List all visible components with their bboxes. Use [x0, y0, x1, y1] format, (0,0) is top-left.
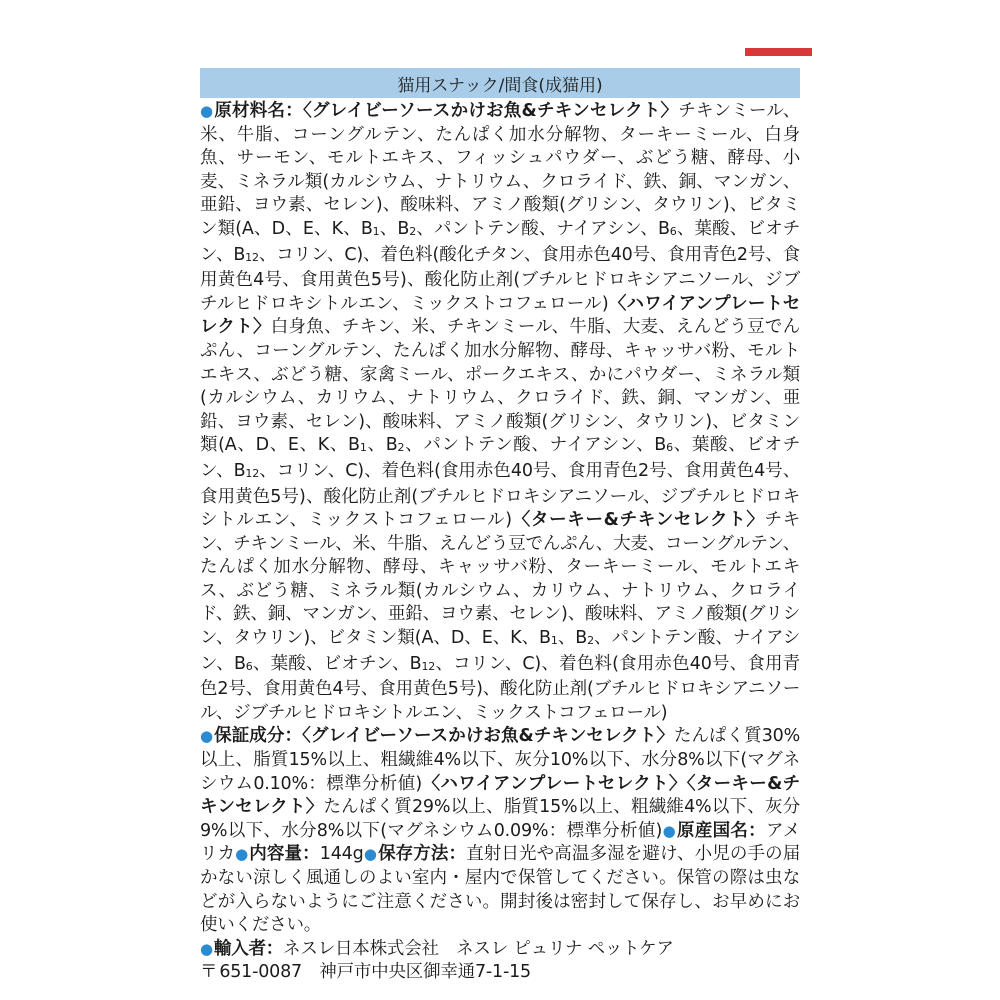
analysis-product-1-name: 〈グレイビーソースかけお魚&チキンセレクト〉	[302, 726, 674, 747]
analysis-product-2-3-values: たんぱく質29%以上、脂質15%以上、粗繊維4%以下、灰分9%以下、水分8%以下(マグネシウム0.09%：標準分析値)	[200, 797, 800, 841]
red-accent-stripe	[745, 48, 812, 56]
bullet-icon: ●	[200, 939, 213, 958]
bullet-icon: ●	[200, 102, 214, 120]
product-2-name: 〈ハワイアンプレートセレクト〉	[200, 293, 800, 338]
bullet-icon: ●	[662, 821, 677, 840]
header-title: 猫用スナック/間食(成猫用)	[397, 75, 603, 96]
importer-company: ネスレ日本株式会社 ネスレ ピュリナ ペットケア	[283, 938, 674, 959]
importer-label: 輸入者：	[213, 938, 284, 959]
volume-label: 内容量：	[249, 844, 320, 865]
label-content	[200, 100, 800, 985]
ingredients-label: 原材料名：	[214, 101, 303, 121]
product-1-name: 〈グレイビーソースかけお魚&チキンセレクト〉	[302, 101, 679, 121]
bullet-icon: ●	[200, 727, 214, 746]
postal-code: 651-0087	[219, 962, 302, 983]
bullet-icon: ●	[235, 845, 249, 864]
product-1-ingredients: チキンミール、米、牛脂、コーングルテン、たんぱく加水分解物、ターキーミール、白身魚、サーモン、モルトエキス、フィッシュパウダー、ぶどう糖、酵母、小麦、ミネラル類(カルシウム、ナトリウム、クロライド、鉄、銅、マンガン、亜鉛、ヨウ素、セレン)、酸味料、アミノ酸類(グリシン、タウリン)、ビタミン類(A、D、E、K、B1、B2、パントテン酸、ナイアシン、B6、葉酸、ビオチン、B12、コリン、C)、着色料(酸化チタン、食用赤色40号、食用青色2号、食用黄色4号、食用黄色5号)、酸化防止剤(ブチルヒドロキシアニソール、ジブチルヒドロキシトルエン、ミックストコフェロール)	[200, 101, 801, 314]
analysis-product-1-values: たんぱく質30%以上、脂質15%以上、粗繊維4%以下、灰分10%以下、水分8%以下(マグネシウム0.10%：標準分析値)	[200, 726, 801, 794]
address-line	[200, 961, 800, 985]
origin-value: アメリカ	[200, 820, 801, 865]
analysis-section	[200, 725, 800, 937]
header-band	[200, 68, 800, 98]
product-3-ingredients: チキン、チキンミール、米、牛脂、えんどう豆でんぷん、大麦、コーングルテン、たんぱく加水分解物、酵母、キャッサバ粉、ターキーミール、モルトエキス、ぶどう糖、ミネラル類(カルシウム、カリウム、ナトリウム、クロライド、鉄、銅、マンガン、亜鉛、ヨウ素、セレン)、酸味料、アミノ酸類(グリシン、タウリン)、ビタミン類(A、D、E、K、B1、B2、パントテン酸、ナイアシン、B6、葉酸、ビオチン、B12、コリン、C)、着色料(食用赤色40号、食用青色2号、食用黄色4号、食用黄色5号)、酸化防止剤(ブチルヒドロキシアニソール、ジブチルヒドロキシトルエン、ミックストコフェロール)	[200, 510, 801, 723]
ingredients-section	[200, 100, 800, 725]
product-3-name: 〈ターキー&チキンセレクト〉	[511, 510, 765, 531]
analysis-label: 保証成分：	[214, 726, 303, 747]
product-2-ingredients: 白身魚、チキン、米、チキンミール、牛脂、大麦、えんどう豆でんぷん、コーングルテン、たんぱく加水分解物、酵母、キャッサバ粉、モルトエキス、ぶどう糖、家禽ミール、ポークエキス、かにパウダー、ミネラル類(カルシウム、カリウム、ナトリウム、クロライド、鉄、銅、マンガン、亜鉛、ヨウ素、セレン)、酸味料、アミノ酸類(グリシン、タウリン)、ビタミン類(A、D、E、K、B1、B2、パントテン酸、ナイアシン、B6、葉酸、ビオチン、B12、コリン、C)、着色料(食用赤色40号、食用青色2号、食用黄色4号、食用黄色5号)、酸化防止剤(ブチルヒドロキシアニソール、ジブチルヒドロキシトルエン、ミックストコフェロール)	[200, 317, 800, 531]
bullet-icon: ●	[363, 845, 378, 864]
storage-label: 保存方法：	[378, 844, 467, 865]
address: 神戸市中央区御幸通7-1-15	[319, 962, 531, 983]
volume-value: 144g	[319, 844, 364, 865]
origin-label: 原産国名：	[677, 820, 766, 841]
analysis-product-2-3-name: 〈ハワイアンプレートセレクト〉〈ターキー&チキンセレクト〉	[200, 773, 800, 818]
postal-mark-icon: 〒	[200, 962, 218, 983]
label-panel	[200, 68, 800, 985]
storage-text: 直射日光や高温多湿を避け、小児の手の届かない涼しく風通しのよい室内・屋内で保管してください。保管の際は虫などが入らないようにご注意ください。開封後は密封して保存し、お早めにお使いください。	[200, 844, 801, 936]
importer-section	[200, 938, 800, 962]
